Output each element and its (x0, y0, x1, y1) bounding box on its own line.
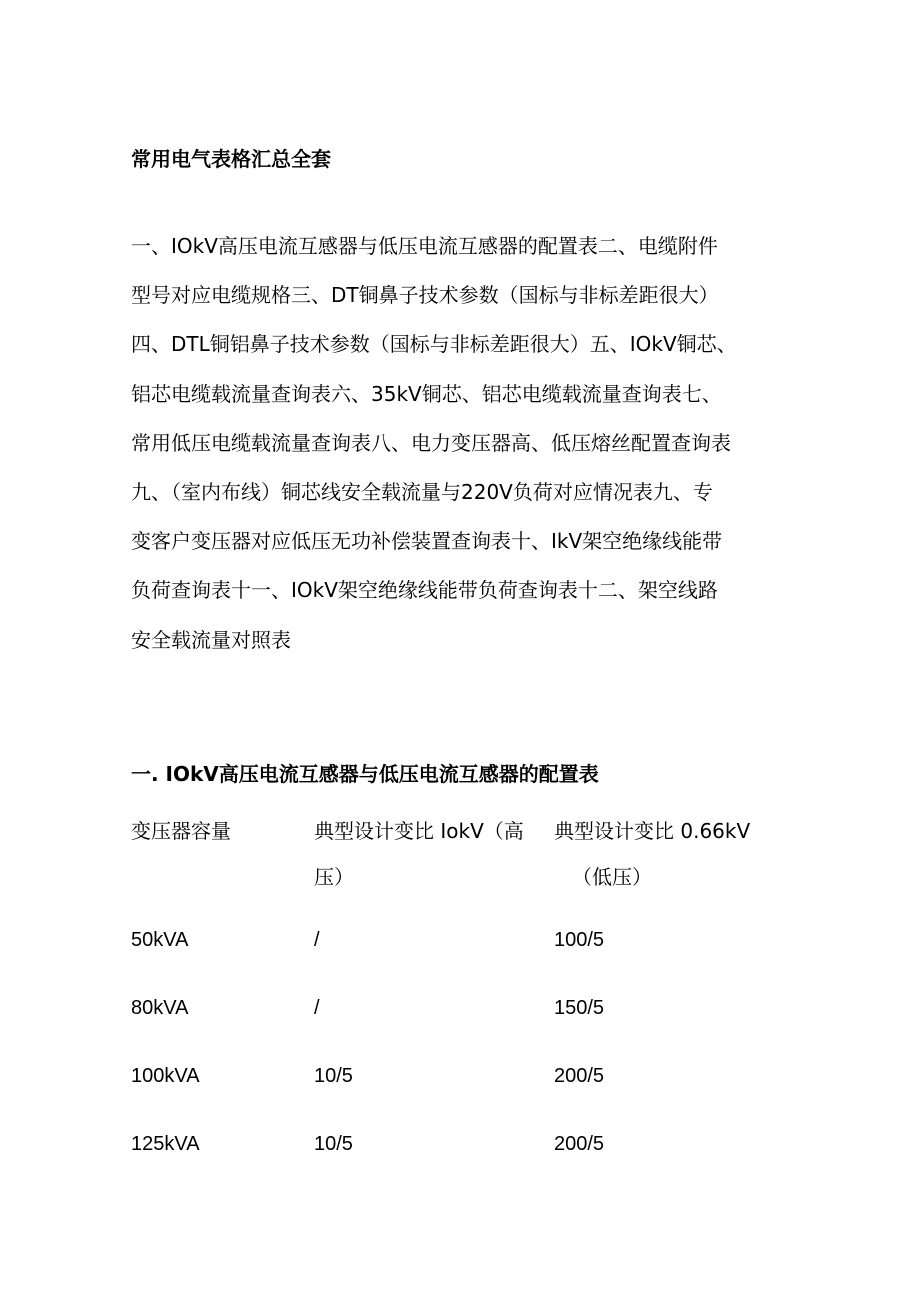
document-title: 常用电气表格汇总全套 (131, 147, 331, 171)
cell-hv-ratio: / (314, 997, 320, 1019)
cell-capacity: 125kVA (131, 1133, 200, 1155)
table-row (0, 925, 920, 955)
table-row (0, 1129, 920, 1159)
header-lv-line1: 典型设计变比 0.66kV (554, 819, 751, 843)
toc-line: 九、（室内布线）铜芯线安全载流量与220V负荷对应情况表九、专 (131, 480, 713, 505)
header-hv-line1: 典型设计变比 IokV（高 (314, 819, 524, 843)
toc-line: 安全载流量对照表 (131, 627, 291, 652)
toc-line: 负荷查询表十一、IOkV架空绝缘线能带负荷查询表十二、架空线路 (131, 578, 718, 603)
header-hv-line2: 压） (314, 865, 354, 889)
cell-capacity: 50kVA (131, 929, 189, 951)
cell-capacity: 80kVA (131, 997, 189, 1019)
cell-lv-ratio: 200/5 (554, 1065, 605, 1087)
cell-lv-ratio: 200/5 (554, 1133, 605, 1155)
cell-hv-ratio: 10/5 (314, 1065, 353, 1087)
header-lv-line2: （低压） (572, 865, 652, 889)
header-transformer-capacity (131, 808, 231, 854)
toc-line: 铝芯电缆载流量查询表六、35kV铜芯、铝芯电缆载流量查询表七、 (131, 381, 722, 406)
toc-line: 常用低压电缆载流量查询表八、电力变压器高、低压熔丝配置查询表 (131, 430, 731, 455)
toc-line: 四、DTL铜铝鼻子技术参数（国标与非标差距很大）五、IOkV铜芯、 (131, 332, 737, 357)
table-row (0, 993, 920, 1023)
cell-lv-ratio: 150/5 (554, 997, 605, 1019)
cell-hv-ratio: 10/5 (314, 1133, 353, 1155)
cell-capacity: 100kVA (131, 1065, 200, 1087)
toc-line: 型号对应电缆规格三、DT铜鼻子技术参数（国标与非标差距很大） (131, 283, 719, 308)
toc-line: 一、IOkV高压电流互感器与低压电流互感器的配置表二、电缆附件 (131, 234, 718, 258)
cell-hv-ratio: / (314, 929, 320, 951)
table-row (0, 1061, 920, 1091)
header-hv-ratio (314, 808, 544, 900)
header-capacity-label: 变压器容量 (131, 819, 231, 843)
section-title-ct-config: 一. IOkV高压电流互感器与低压电流互感器的配置表 (131, 762, 599, 786)
table-of-contents (131, 222, 796, 665)
toc-line: 变客户变压器对应低压无功补偿装置查询表十、IkV架空绝缘线能带 (131, 529, 723, 554)
cell-lv-ratio: 100/5 (554, 929, 605, 951)
header-lv-ratio (554, 808, 784, 900)
